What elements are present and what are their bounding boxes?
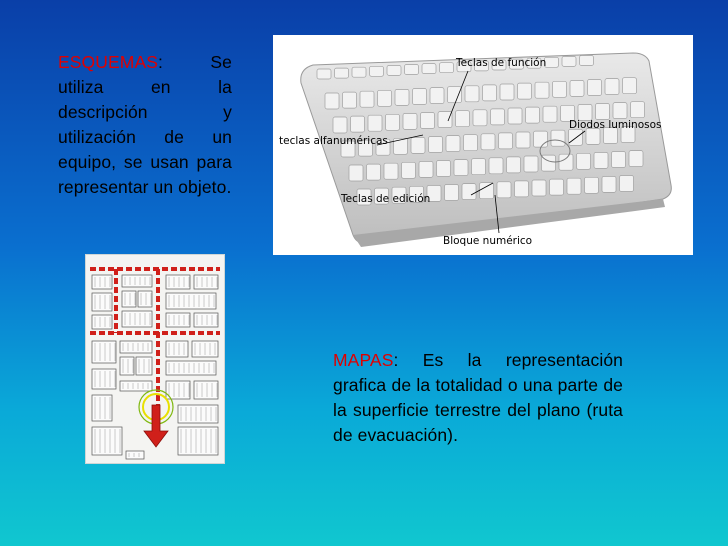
map-building (92, 341, 116, 363)
keyboard-key (532, 180, 546, 196)
esquemas-keyword: ESQUEMAS (58, 52, 158, 72)
keyboard-key (550, 179, 564, 195)
keyboard-key (553, 81, 567, 97)
keyboard-key (507, 157, 521, 173)
keyboard-key (448, 87, 462, 103)
keyboard-key (368, 115, 382, 131)
map-building (138, 291, 152, 307)
keyboard-key (454, 160, 468, 176)
map-building (92, 427, 122, 455)
keyboard-key (526, 107, 540, 123)
keyboard-key (585, 177, 599, 193)
keyboard-key (613, 103, 627, 119)
keyboard-key (370, 66, 384, 76)
keyboard-key (594, 152, 608, 168)
mapas-paragraph (333, 348, 623, 448)
keyboard-key (429, 137, 443, 153)
keyboard-key (596, 104, 610, 120)
esquemas-paragraph (58, 50, 232, 200)
keyboard-key (465, 86, 479, 102)
map-illustration (86, 255, 224, 463)
keyboard-key (360, 91, 374, 107)
keyboard-key (567, 178, 581, 194)
keyboard-key (456, 111, 470, 127)
keyboard-key (437, 161, 451, 177)
map-building (122, 275, 152, 287)
keyboard-key (440, 63, 454, 73)
keyboard-key (569, 129, 583, 145)
label-numeric-block: Bloque numérico (443, 235, 533, 247)
keyboard-key (438, 112, 452, 128)
map-building (178, 405, 218, 423)
keyboard-key (629, 151, 643, 167)
keyboard-key (419, 161, 433, 177)
keyboard-key (352, 67, 366, 77)
keyboard-key (333, 117, 347, 133)
keyboard-key (508, 108, 522, 124)
keyboard-key (499, 133, 513, 149)
keyboard-key (473, 110, 487, 126)
keyboard-key (464, 135, 478, 151)
map-building (166, 275, 190, 289)
keyboard-key (551, 130, 565, 146)
keyboard-key (481, 134, 495, 150)
keyboard-key (317, 69, 331, 79)
keyboard-key (623, 78, 637, 94)
keyboard-key (562, 56, 576, 66)
map-building (166, 341, 188, 357)
keyboard-key (445, 185, 459, 201)
keyboard-key (395, 89, 409, 105)
keyboard-diagram (273, 35, 693, 255)
keyboard-key (570, 80, 584, 96)
mapas-keyword: MAPAS (333, 350, 394, 370)
keyboard-key (403, 113, 417, 129)
keyboard-key (387, 65, 401, 75)
keyboard-key (480, 183, 494, 199)
keyboard-key (405, 65, 419, 75)
esquemas-text: : Se utiliza en la descripción y utilización de un equipo, se usan para representar un objeto. (58, 52, 232, 197)
keyboard-key (516, 132, 530, 148)
keyboard-key (402, 162, 416, 178)
keyboard-key (349, 165, 363, 181)
label-function-keys: Teclas de función (456, 57, 547, 69)
label-leds: Diodos luminosos (569, 119, 662, 131)
keyboard-key (483, 85, 497, 101)
map-building (120, 357, 134, 375)
keyboard-key (612, 152, 626, 168)
map-building (92, 369, 116, 389)
keyboard-key (559, 154, 573, 170)
map-building (126, 451, 144, 459)
keyboard-key (325, 93, 339, 109)
keyboard-key (534, 131, 548, 147)
map-building (166, 361, 216, 375)
keyboard-key (413, 89, 427, 105)
keyboard-key (384, 163, 398, 179)
map-building (194, 381, 218, 399)
keyboard-key (462, 184, 476, 200)
keyboard-key (631, 102, 645, 118)
keyboard-key (588, 80, 602, 96)
keyboard-key (620, 176, 634, 192)
keyboard-key (367, 164, 381, 180)
keyboard-key (524, 156, 538, 172)
keyboard-key (535, 82, 549, 98)
keyboard-key (430, 88, 444, 104)
map-building (120, 381, 152, 391)
map-building (178, 427, 218, 455)
keyboard-key (378, 90, 392, 106)
keyboard-key (500, 84, 514, 100)
keyboard-key (543, 106, 557, 122)
keyboard-key (578, 104, 592, 120)
map-building (122, 291, 136, 307)
keyboard-key (343, 92, 357, 108)
keyboard-key (335, 68, 349, 78)
keyboard-key (602, 176, 616, 192)
keyboard-key (386, 114, 400, 130)
keyboard-key (491, 109, 505, 125)
keyboard-key (605, 79, 619, 95)
keyboard-key (422, 64, 436, 74)
map-building (166, 313, 190, 327)
label-edit-keys: Teclas de edición (341, 193, 431, 205)
keyboard-key (580, 56, 594, 66)
keyboard-key (518, 83, 532, 99)
keyboard-key (446, 136, 460, 152)
keyboard-key (351, 116, 365, 132)
map-building (194, 275, 218, 289)
map-building (120, 341, 152, 353)
keyboard-key (489, 158, 503, 174)
keyboard-key (515, 181, 529, 197)
map-building (194, 313, 218, 327)
keyboard-key (497, 182, 511, 198)
keyboard-key (545, 57, 559, 67)
label-alphanumeric: teclas alfanuméricas (279, 135, 388, 147)
keyboard-key (421, 113, 435, 129)
keyboard-key (411, 137, 425, 153)
mapas-text: : Es la representación grafica de la totalidad o una parte de la superficie terrestre del plano (ruta de evacuación). (333, 350, 623, 445)
keyboard-key (577, 153, 591, 169)
evacuation-map (85, 254, 225, 464)
map-building (166, 293, 216, 309)
map-building (122, 311, 152, 327)
keyboard-key (472, 159, 486, 175)
